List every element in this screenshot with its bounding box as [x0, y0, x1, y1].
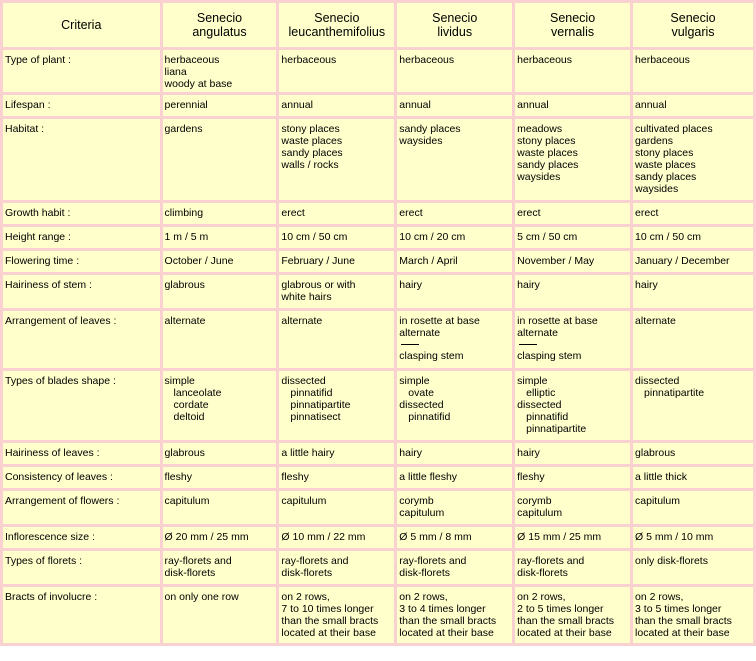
- table-cell: [279, 443, 394, 464]
- table-cell: [633, 227, 753, 248]
- cell-line: stony places: [635, 147, 694, 159]
- cell-line: stony places: [281, 123, 340, 135]
- table-cell: [633, 467, 753, 488]
- cell-line: hairy: [399, 279, 423, 291]
- table-cell: [633, 203, 753, 224]
- species-header: Senecio leucanthemifolius: [279, 3, 394, 47]
- criterion-label: Hairiness of leaves :: [3, 443, 160, 464]
- cell-line: located at their base: [399, 627, 494, 639]
- cell-line: pinnatifid: [290, 387, 333, 399]
- cell-line: capitulum: [281, 495, 327, 507]
- table-cell: [279, 95, 394, 116]
- table-cell: [515, 371, 630, 440]
- table-cell: [633, 443, 753, 464]
- table-row: [3, 50, 753, 92]
- table-cell: [397, 95, 512, 116]
- species-header: Senecio vulgaris: [633, 3, 753, 47]
- table-cell: [397, 371, 512, 440]
- table-cell: [397, 491, 512, 524]
- table-cell: [279, 491, 394, 524]
- cell-line: Ø 10 mm / 22 mm: [281, 531, 366, 543]
- cell-line: waste places: [635, 159, 696, 171]
- cell-line: hairy: [635, 279, 658, 291]
- table-row: [3, 119, 753, 200]
- cell-line: hairy: [517, 447, 540, 459]
- table-cell: [515, 95, 630, 116]
- table-cell: [163, 527, 277, 548]
- cell-line: located at their base: [635, 627, 730, 639]
- cell-line: waysides: [517, 171, 561, 183]
- table-cell: [163, 251, 277, 272]
- table-cell: [397, 275, 512, 308]
- table-cell: [163, 227, 277, 248]
- table-cell: [515, 551, 630, 584]
- table-cell: [163, 311, 277, 368]
- table-cell: [515, 119, 630, 200]
- cell-line: stony places: [517, 135, 576, 147]
- cell-line: pinnatifid: [408, 411, 451, 423]
- cell-line: ovate: [408, 387, 434, 399]
- table-cell: [515, 203, 630, 224]
- cell-line: hairy: [517, 279, 540, 291]
- cell-line: deltoid: [173, 411, 205, 423]
- table-cell: [163, 95, 277, 116]
- table-cell: [397, 551, 512, 584]
- table-cell: [279, 275, 394, 308]
- cell-line: erect: [281, 207, 305, 219]
- table-cell: [633, 275, 753, 308]
- cell-line: pinnatifid: [526, 411, 569, 423]
- cell-line: glabrous or with: [281, 279, 356, 291]
- cell-line: corymb: [399, 495, 434, 507]
- cell-line: Ø 15 mm / 25 mm: [517, 531, 602, 543]
- cell-line: March / April: [399, 255, 458, 267]
- table-row: [3, 251, 753, 272]
- cell-line: 3 to 4 times longer: [399, 603, 486, 615]
- cell-line: disk-florets: [517, 567, 568, 579]
- table-cell: [163, 467, 277, 488]
- cell-line: herbaceous: [281, 54, 337, 66]
- cell-line: waysides: [399, 135, 443, 147]
- table-cell: [279, 467, 394, 488]
- table-cell: [515, 587, 630, 643]
- cell-line: 2 to 5 times longer: [517, 603, 604, 615]
- table-cell: [633, 311, 753, 368]
- separator-line: [519, 344, 537, 345]
- cell-line: erect: [399, 207, 423, 219]
- cell-line: dissected: [399, 399, 444, 411]
- cell-line: disk-florets: [164, 567, 216, 579]
- criterion-label: Lifespan :: [3, 95, 160, 116]
- species-header: Senecio lividus: [397, 3, 512, 47]
- cell-line: clasping stem: [399, 350, 464, 362]
- table-cell: [163, 203, 277, 224]
- cell-line: pinnatipartite: [526, 423, 587, 435]
- cell-line: sandy places: [517, 159, 579, 171]
- table-cell: [633, 251, 753, 272]
- cell-line: waste places: [517, 147, 578, 159]
- table-cell: [163, 551, 277, 584]
- table-row: [3, 443, 753, 464]
- table-cell: [515, 467, 630, 488]
- criterion-label: Habitat :: [3, 119, 160, 200]
- table-cell: [163, 50, 277, 92]
- table-cell: [515, 491, 630, 524]
- cell-line: waysides: [635, 183, 679, 195]
- cell-line: herbaceous: [399, 54, 455, 66]
- table-cell: [397, 587, 512, 643]
- cell-line: alternate: [281, 315, 323, 327]
- cell-line: ray-florets and: [164, 555, 232, 567]
- cell-line: pinnatipartite: [290, 399, 351, 411]
- table-row: [3, 371, 753, 440]
- table-cell: [633, 95, 753, 116]
- cell-line: November / May: [517, 255, 595, 267]
- cell-line: meadows: [517, 123, 563, 135]
- table-cell: [279, 227, 394, 248]
- cell-line: 10 cm / 20 cm: [399, 231, 466, 243]
- cell-line: sandy places: [635, 171, 697, 183]
- cell-line: herbaceous: [635, 54, 690, 66]
- cell-line: erect: [635, 207, 659, 219]
- cell-line: walls / rocks: [281, 159, 339, 171]
- table-cell: [515, 227, 630, 248]
- table-cell: [515, 50, 630, 92]
- cell-line: cordate: [173, 399, 209, 411]
- table-cell: [397, 311, 512, 368]
- cell-line: dissected: [517, 399, 562, 411]
- cell-line: glabrous: [164, 279, 205, 291]
- cell-line: 10 cm / 50 cm: [281, 231, 348, 243]
- cell-line: corymb: [517, 495, 552, 507]
- cell-line: lanceolate: [173, 387, 222, 399]
- cell-line: than the small bracts: [399, 615, 497, 627]
- table-cell: [633, 119, 753, 200]
- cell-line: elliptic: [526, 387, 556, 399]
- cell-line: annual: [517, 99, 549, 111]
- cell-line: disk-florets: [399, 567, 451, 579]
- criterion-label: Types of blades shape :: [3, 371, 160, 440]
- cell-line: glabrous: [164, 447, 205, 459]
- table-cell: [279, 371, 394, 440]
- table-cell: [279, 527, 394, 548]
- cell-line: than the small bracts: [281, 615, 379, 627]
- criterion-label: Types of florets :: [3, 551, 160, 584]
- table-cell: [397, 443, 512, 464]
- cell-line: a little hairy: [281, 447, 335, 459]
- cell-line: dissected: [281, 375, 326, 387]
- cell-line: alternate: [399, 327, 441, 339]
- cell-line: herbaceous: [517, 54, 573, 66]
- cell-line: in rosette at base: [399, 315, 480, 327]
- cell-line: in rosette at base: [517, 315, 598, 327]
- cell-line: simple: [164, 375, 195, 387]
- header-row: [3, 3, 753, 47]
- cell-line: alternate: [635, 315, 676, 327]
- table-cell: [279, 50, 394, 92]
- cell-line: on 2 rows,: [281, 591, 330, 603]
- table-cell: [633, 587, 753, 643]
- species-header: Senecio vernalis: [515, 3, 630, 47]
- cell-line: capitulum: [635, 495, 680, 507]
- cell-line: fleshy: [281, 471, 309, 483]
- cell-line: disk-florets: [281, 567, 333, 579]
- table-cell: [397, 467, 512, 488]
- criterion-label: Flowering time :: [3, 251, 160, 272]
- cell-line: Ø 5 mm / 10 mm: [635, 531, 714, 543]
- table-cell: [279, 587, 394, 643]
- cell-line: capitulum: [164, 495, 210, 507]
- cell-line: white hairs: [281, 291, 332, 303]
- cell-line: climbing: [164, 207, 204, 219]
- table-cell: [279, 311, 394, 368]
- cell-line: annual: [399, 99, 431, 111]
- cell-line: 10 cm / 50 cm: [635, 231, 701, 243]
- cell-line: located at their base: [517, 627, 612, 639]
- cell-line: than the small bracts: [517, 615, 615, 627]
- table-row: [3, 203, 753, 224]
- cell-line: October / June: [164, 255, 234, 267]
- cell-line: clasping stem: [517, 350, 582, 362]
- table-cell: [515, 251, 630, 272]
- criterion-label: Consistency of leaves :: [3, 467, 160, 488]
- cell-line: sandy places: [281, 147, 343, 159]
- table-cell: [163, 587, 277, 643]
- cell-line: capitulum: [517, 507, 563, 519]
- table-cell: [279, 551, 394, 584]
- cell-line: pinnatipartite: [644, 387, 705, 399]
- cell-line: hairy: [399, 447, 423, 459]
- cell-line: gardens: [635, 135, 673, 147]
- cell-line: capitulum: [399, 507, 445, 519]
- table-cell: [163, 491, 277, 524]
- table-cell: [397, 227, 512, 248]
- cell-line: fleshy: [517, 471, 545, 483]
- table-row: [3, 227, 753, 248]
- table-cell: [397, 251, 512, 272]
- table-cell: [279, 119, 394, 200]
- table-cell: [163, 119, 277, 200]
- table-cell: [633, 551, 753, 584]
- table-cell: [397, 203, 512, 224]
- cell-line: simple: [399, 375, 430, 387]
- cell-line: a little fleshy: [399, 471, 458, 483]
- table-cell: [515, 275, 630, 308]
- table-cell: [163, 371, 277, 440]
- cell-line: than the small bracts: [635, 615, 732, 627]
- cell-line: on 2 rows,: [635, 591, 684, 603]
- cell-line: February / June: [281, 255, 355, 267]
- criterion-label: Inflorescence size :: [3, 527, 160, 548]
- table-row: [3, 551, 753, 584]
- cell-line: alternate: [517, 327, 559, 339]
- table-cell: [633, 50, 753, 92]
- cell-line: woody at base: [164, 78, 233, 90]
- cell-line: located at their base: [281, 627, 376, 639]
- table-cell: [163, 443, 277, 464]
- cell-line: a little thick: [635, 471, 687, 483]
- cell-line: ray-florets and: [517, 555, 585, 567]
- cell-line: 7 to 10 times longer: [281, 603, 374, 615]
- table-cell: [279, 203, 394, 224]
- cell-line: gardens: [164, 123, 203, 135]
- criterion-label: Type of plant :: [3, 50, 160, 92]
- cell-line: on 2 rows,: [517, 591, 566, 603]
- cell-line: pinnatisect: [290, 411, 341, 423]
- table-cell: [397, 50, 512, 92]
- cell-line: herbaceous: [164, 54, 220, 66]
- cell-line: January / December: [635, 255, 730, 267]
- table-cell: [633, 527, 753, 548]
- cell-line: fleshy: [164, 471, 192, 483]
- table-cell: [633, 491, 753, 524]
- cell-line: liana: [164, 66, 187, 78]
- table-row: [3, 95, 753, 116]
- separator-line: [401, 344, 419, 345]
- cell-line: only disk-florets: [635, 555, 708, 567]
- table-cell: [397, 119, 512, 200]
- table-row: [3, 527, 753, 548]
- cell-line: alternate: [164, 315, 206, 327]
- cell-line: cultivated places: [635, 123, 713, 135]
- species-header: Senecio angulatus: [163, 3, 277, 47]
- cell-line: on 2 rows,: [399, 591, 448, 603]
- table-row: [3, 467, 753, 488]
- table-row: [3, 275, 753, 308]
- table-cell: [633, 371, 753, 440]
- table-cell: [163, 275, 277, 308]
- table-cell: [515, 311, 630, 368]
- cell-line: simple: [517, 375, 548, 387]
- table-row: [3, 491, 753, 524]
- cell-line: erect: [517, 207, 541, 219]
- cell-line: sandy places: [399, 123, 461, 135]
- table-body: [3, 50, 753, 643]
- table-cell: [515, 443, 630, 464]
- table-cell: [397, 527, 512, 548]
- table-row: [3, 587, 753, 643]
- cell-line: glabrous: [635, 447, 676, 459]
- table-row: [3, 311, 753, 368]
- cell-line: 1 m / 5 m: [164, 231, 209, 243]
- cell-line: ray-florets and: [399, 555, 467, 567]
- criterion-label: Hairiness of stem :: [3, 275, 160, 308]
- table-cell: [515, 527, 630, 548]
- cell-line: waste places: [281, 135, 343, 147]
- cell-line: 3 to 5 times longer: [635, 603, 722, 615]
- cell-line: annual: [281, 99, 313, 111]
- cell-line: annual: [635, 99, 667, 111]
- criterion-label: Bracts of involucre :: [3, 587, 160, 643]
- cell-line: Ø 5 mm / 8 mm: [399, 531, 472, 543]
- criterion-label: Height range :: [3, 227, 160, 248]
- cell-line: Ø 20 mm / 25 mm: [164, 531, 249, 543]
- criterion-label: Arrangement of leaves :: [3, 311, 160, 368]
- criterion-label: Growth habit :: [3, 203, 160, 224]
- cell-line: 5 cm / 50 cm: [517, 231, 578, 243]
- criterion-label: Arrangement of flowers :: [3, 491, 160, 524]
- cell-line: ray-florets and: [281, 555, 349, 567]
- cell-line: perennial: [164, 99, 208, 111]
- criteria-header: Criteria: [3, 3, 160, 47]
- cell-line: dissected: [635, 375, 680, 387]
- cell-line: on only one row: [164, 591, 239, 603]
- table-cell: [279, 251, 394, 272]
